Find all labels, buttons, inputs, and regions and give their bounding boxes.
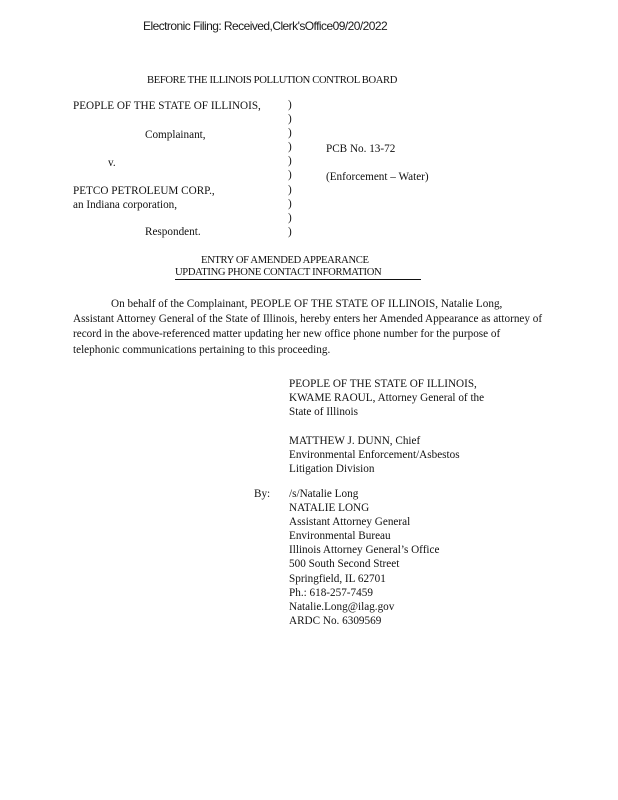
chief-line: Litigation Division — [289, 463, 375, 476]
case-type: (Enforcement – Water) — [326, 171, 429, 183]
case-number: PCB No. 13-72 — [326, 143, 396, 155]
paren-mark: ) — [288, 155, 292, 168]
paren-mark: ) — [288, 169, 292, 182]
versus-label: v. — [108, 157, 116, 169]
signer-title: Assistant Attorney General — [289, 516, 411, 529]
paren-mark: ) — [288, 211, 292, 224]
court-heading: BEFORE THE ILLINOIS POLLUTION CONTROL BOARD — [147, 75, 398, 86]
signer-block — [289, 487, 439, 628]
paren-mark: ) — [288, 99, 292, 111]
caption-paren-column — [288, 99, 292, 240]
party-block — [289, 377, 484, 419]
signer-ardc: ARDC No. 6309569 — [289, 614, 382, 627]
signer-city: Springfield, IL 62701 — [289, 572, 386, 585]
paren-mark: ) — [288, 225, 292, 238]
chief-line: Environmental Enforcement/Asbestos — [289, 449, 460, 462]
party-line: PEOPLE OF THE STATE OF ILLINOIS, — [289, 378, 477, 390]
signer-street: 500 South Second Street — [289, 558, 400, 571]
defendant-name: PETCO PETROLEUM CORP., — [73, 185, 215, 197]
paren-mark: ) — [288, 127, 292, 140]
body-paragraph: On behalf of the Complainant, PEOPLE OF THE STATE OF ILLINOIS, Natalie Long, Assistant Attorney General of the State of Illinois, hereby enters her Amended Appearance as attorney of record in the above-referenced matter updating her new office phone number for the purpose of telephonic communications pertaining to this proceeding. — [73, 298, 543, 356]
paren-mark: ) — [288, 197, 292, 210]
paren-mark: ) — [288, 141, 292, 154]
signer-email: Natalie.Long@ilag.gov — [289, 600, 395, 613]
signer-phone: Ph.: 618-257-7459 — [289, 586, 373, 599]
plaintiff-role: Complainant, — [145, 129, 206, 141]
signer-office: Illinois Attorney General’s Office — [289, 544, 440, 557]
defendant-description: an Indiana corporation, — [73, 199, 178, 211]
signature-line: /s/Natalie Long — [289, 488, 359, 500]
document-title-line1: ENTRY OF AMENDED APPEARANCE — [201, 255, 369, 266]
signer-bureau: Environmental Bureau — [289, 530, 391, 543]
paren-mark: ) — [288, 183, 292, 196]
defendant-role: Respondent. — [145, 226, 201, 238]
signer-name: NATALIE LONG — [289, 502, 370, 515]
party-line: KWAME RAOUL, Attorney General of the — [289, 392, 485, 405]
chief-line: MATTHEW J. DUNN, Chief — [289, 435, 421, 447]
party-line: State of Illinois — [289, 406, 358, 419]
plaintiff-name: PEOPLE OF THE STATE OF ILLINOIS, — [73, 100, 261, 112]
chief-block — [289, 434, 460, 476]
paren-mark: ) — [288, 113, 292, 126]
filing-stamp: Electronic Filing: Received,Clerk'sOffice09/20/2022 — [143, 19, 388, 33]
by-label: By: — [254, 488, 271, 500]
document-title-line2: UPDATING PHONE CONTACT INFORMATION — [175, 267, 421, 280]
